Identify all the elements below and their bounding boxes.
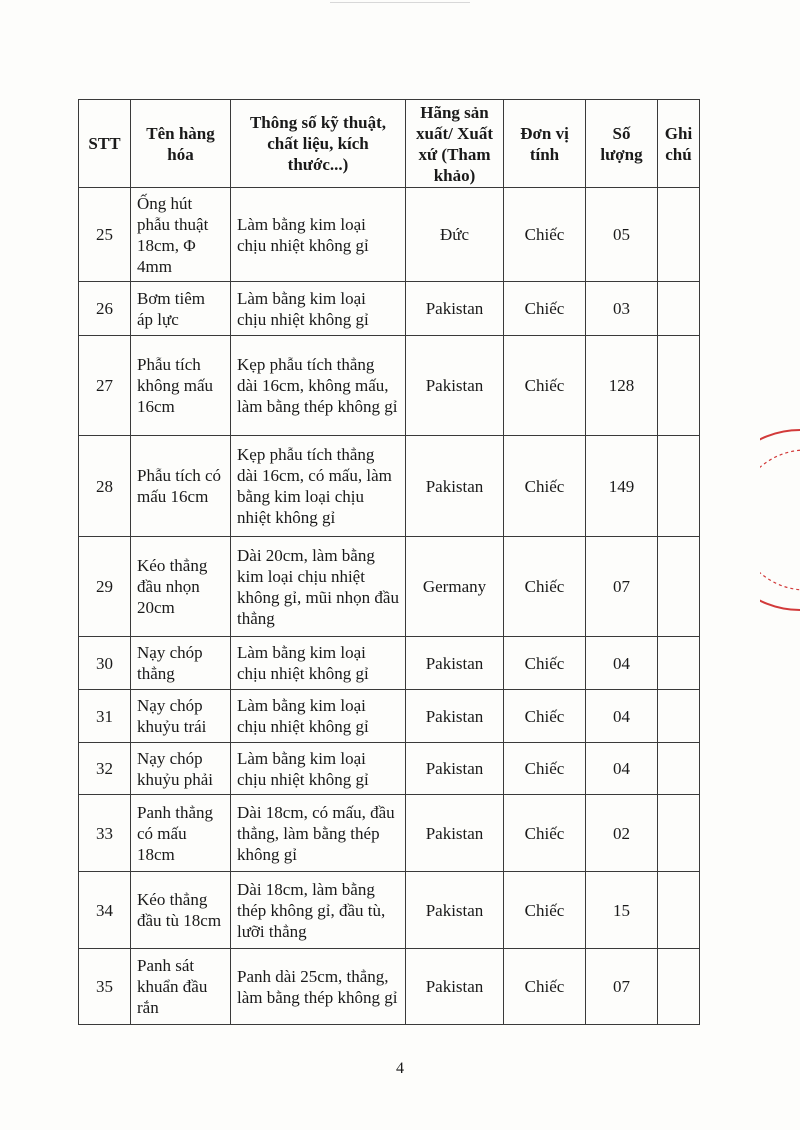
table-row [79,188,700,282]
cell-unit: Chiếc [504,188,586,282]
cell-spec: Dài 20cm, làm bằng kim loại chịu nhiệt không gỉ, mũi nhọn đầu thẳng [231,537,406,637]
table-row [79,743,700,795]
cell-stt: 32 [79,743,131,795]
cell-spec: Dài 18cm, có mấu, đầu thẳng, làm bằng thép không gỉ [231,795,406,872]
cell-origin: Pakistan [406,336,504,436]
cell-origin: Pakistan [406,282,504,336]
header-spec: Thông số kỹ thuật, chất liệu, kích thước...) [231,100,406,188]
cell-name: Phẫu tích không mấu 16cm [131,336,231,436]
cell-qty: 07 [586,537,658,637]
scan-edge-line [330,2,470,3]
cell-origin: Pakistan [406,949,504,1025]
table-row [79,690,700,743]
cell-origin: Pakistan [406,872,504,949]
header-note: Ghi chú [658,100,700,188]
cell-unit: Chiếc [504,537,586,637]
cell-spec: Kẹp phẫu tích thẳng dài 16cm, có mấu, làm bằng kim loại chịu nhiệt không gỉ [231,436,406,537]
cell-name: Kéo thẳng đầu nhọn 20cm [131,537,231,637]
cell-origin: Đức [406,188,504,282]
table-row [79,336,700,436]
cell-name: Phẫu tích có mấu 16cm [131,436,231,537]
cell-qty: 07 [586,949,658,1025]
cell-qty: 04 [586,690,658,743]
cell-origin: Pakistan [406,795,504,872]
cell-unit: Chiếc [504,637,586,690]
cell-note [658,537,700,637]
table-row [79,949,700,1025]
cell-stt: 27 [79,336,131,436]
cell-qty: 128 [586,336,658,436]
cell-spec: Làm bằng kim loại chịu nhiệt không gỉ [231,690,406,743]
header-row [79,100,700,188]
stamp-fragment-icon [760,420,800,620]
cell-unit: Chiếc [504,436,586,537]
cell-note [658,949,700,1025]
cell-unit: Chiếc [504,872,586,949]
cell-qty: 03 [586,282,658,336]
cell-qty: 04 [586,743,658,795]
cell-unit: Chiếc [504,690,586,743]
equipment-table [78,99,700,1025]
cell-note [658,690,700,743]
cell-qty: 02 [586,795,658,872]
cell-name: Nạy chóp khuỷu trái [131,690,231,743]
table-row [79,637,700,690]
header-origin: Hãng sản xuất/ Xuất xứ (Tham khảo) [406,100,504,188]
cell-name: Panh thẳng có mấu 18cm [131,795,231,872]
cell-unit: Chiếc [504,282,586,336]
cell-note [658,282,700,336]
cell-qty: 05 [586,188,658,282]
cell-note [658,795,700,872]
cell-name: Nạy chóp thẳng [131,637,231,690]
cell-spec: Panh dài 25cm, thẳng, làm bằng thép không gỉ [231,949,406,1025]
cell-stt: 25 [79,188,131,282]
cell-spec: Làm bằng kim loại chịu nhiệt không gỉ [231,743,406,795]
cell-spec: Làm bằng kim loại chịu nhiệt không gỉ [231,282,406,336]
cell-qty: 149 [586,436,658,537]
page-number: 4 [396,1060,404,1077]
header-unit: Đơn vị tính [504,100,586,188]
cell-spec: Làm bằng kim loại chịu nhiệt không gỉ [231,188,406,282]
cell-stt: 33 [79,795,131,872]
cell-spec: Kẹp phẫu tích thẳng dài 16cm, không mấu, làm bằng thép không gỉ [231,336,406,436]
cell-spec: Dài 18cm, làm bằng thép không gỉ, đầu tù, lưỡi thẳng [231,872,406,949]
cell-origin: Pakistan [406,743,504,795]
cell-note [658,436,700,537]
cell-name: Panh sát khuẩn đầu rắn [131,949,231,1025]
table-row [79,537,700,637]
header-name: Tên hàng hóa [131,100,231,188]
cell-origin: Pakistan [406,690,504,743]
cell-note [658,743,700,795]
cell-origin: Pakistan [406,637,504,690]
cell-spec: Làm bằng kim loại chịu nhiệt không gỉ [231,637,406,690]
cell-origin: Pakistan [406,436,504,537]
cell-qty: 04 [586,637,658,690]
cell-stt: 30 [79,637,131,690]
cell-stt: 35 [79,949,131,1025]
table-row [79,282,700,336]
cell-name: Ống hút phẫu thuật 18cm, Φ 4mm [131,188,231,282]
cell-unit: Chiếc [504,795,586,872]
cell-stt: 29 [79,537,131,637]
cell-note [658,637,700,690]
cell-stt: 31 [79,690,131,743]
header-qty: Số lượng [586,100,658,188]
cell-name: Bơm tiêm áp lực [131,282,231,336]
cell-note [658,336,700,436]
table-row [79,795,700,872]
cell-origin: Germany [406,537,504,637]
cell-stt: 28 [79,436,131,537]
cell-note [658,872,700,949]
cell-stt: 34 [79,872,131,949]
cell-name: Kéo thẳng đầu tù 18cm [131,872,231,949]
table-row [79,872,700,949]
header-stt: STT [79,100,131,188]
cell-unit: Chiếc [504,336,586,436]
cell-unit: Chiếc [504,949,586,1025]
cell-qty: 15 [586,872,658,949]
table-row [79,436,700,537]
cell-stt: 26 [79,282,131,336]
cell-note [658,188,700,282]
cell-name: Nạy chóp khuỷu phải [131,743,231,795]
cell-unit: Chiếc [504,743,586,795]
